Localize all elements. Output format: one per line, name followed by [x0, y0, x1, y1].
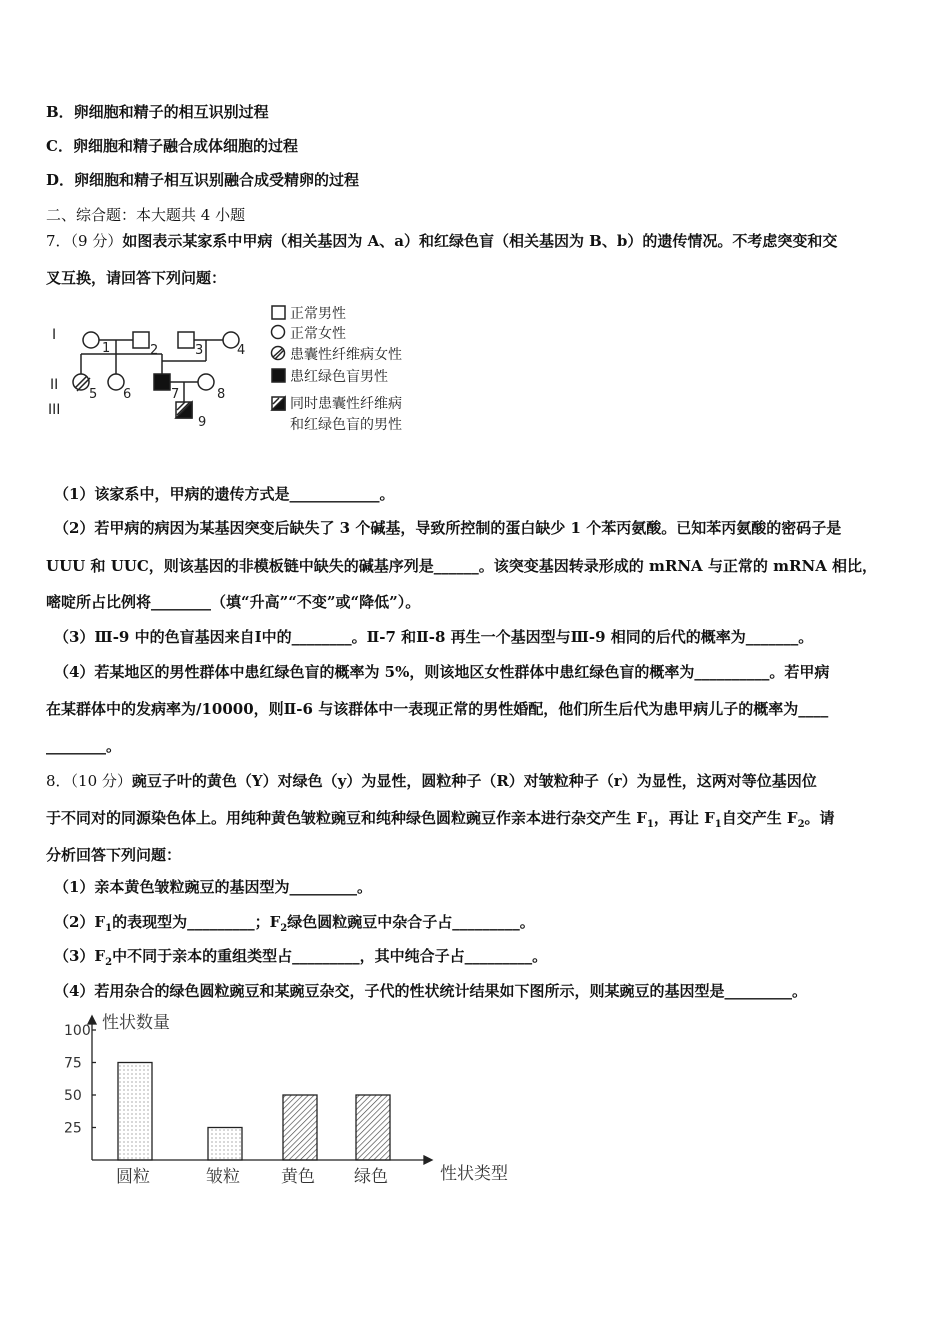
sub-2b: 2: [280, 923, 288, 934]
q8-number: 8．（10 分）: [46, 772, 132, 790]
pedigree-id-3: 3: [195, 343, 204, 358]
section-title: 二、综合题：本大题共 4 小题: [46, 206, 246, 224]
bar: [118, 1063, 152, 1161]
pedigree-id-2: 2: [150, 343, 159, 358]
category-label: 黄色: [281, 1167, 315, 1187]
q7-part2-a: （2）若甲病的病因为某基因突变后缺失了 3 个碱基，导致所控制的蛋白缺少 1 个苯丙氨酸。已知苯丙氨酸的密码子是: [54, 519, 842, 537]
gen-label-3: III: [48, 402, 61, 418]
pedigree-ii7: [154, 374, 170, 390]
q7-part2-c: 嘧啶所占比例将________（填“升高”“不变”或“降低”）。: [46, 593, 421, 611]
legend-both-male-2: 和红绿色盲的男性: [290, 417, 402, 433]
q7-part4-b: 在某群体中的发病率为/10000，则Ⅱ-6 与该群体中一表现正常的男性婚配，他们所生后代为患甲病儿子的概率为____: [46, 700, 829, 718]
pedigree-i1: [83, 332, 99, 348]
q8-part1: （1）亲本黄色皱粒豌豆的基因型为_________。: [54, 878, 372, 896]
q7-stem-2: 叉互换，请回答下列问题：: [46, 269, 227, 287]
pedigree-id-1: 1: [102, 341, 111, 356]
q7-number: 7．（9 分）: [46, 232, 123, 250]
y-tick-label: 100: [64, 1023, 91, 1039]
q8-part3: [54, 946, 547, 973]
q8-p2a: （2）F: [54, 913, 106, 931]
q7-part3: （3）Ⅲ-9 中的色盲基因来自Ⅰ中的________。Ⅱ-7 和Ⅱ-8 再生一个基因型与Ⅲ-9 相同的后代的概率为_______。: [54, 628, 814, 646]
x-axis-arrow: [424, 1156, 432, 1164]
sub-1b: 1: [714, 819, 722, 830]
q7-part1: （1）该家系中，甲病的遗传方式是____________。: [54, 485, 395, 503]
category-label: 绿色: [354, 1167, 388, 1187]
q8-stem-text: 豌豆子叶的黄色（Y）对绿色（y）为显性，圆粒种子（R）对皱粒种子（r）为显性，这两对等位基因位: [131, 772, 817, 790]
q8-stem-2c: 自交产生 F: [721, 809, 798, 827]
legend-both-male-1: 同时患囊性纤维病: [290, 396, 402, 412]
bar: [283, 1095, 317, 1160]
q8-stem-3: 分析回答下列问题：: [46, 846, 182, 864]
pedigree-id-9: 9: [198, 415, 207, 430]
q8-stem-2d: 。请: [804, 809, 835, 827]
y-tick-label: 50: [64, 1088, 82, 1104]
pedigree-ii8: [198, 374, 214, 390]
gen-label-1: I: [52, 327, 57, 343]
option-d: D．卵细胞和精子相互识别融合成受精卵的过程: [46, 171, 360, 189]
q8-p3b: 中不同于亲本的重组类型占_________，其中纯合子占_________。: [112, 947, 548, 965]
pedigree-ii6: [108, 374, 124, 390]
pedigree-id-7: 7: [171, 387, 180, 402]
pedigree-id-4: 4: [237, 343, 246, 358]
category-label: 皱粒: [206, 1167, 240, 1187]
pedigree-i3: [178, 332, 194, 348]
legend-cf-female: 患囊性纤维病女性: [290, 347, 402, 363]
pedigree-figure: [44, 298, 444, 438]
y-axis-label: 性状数量: [102, 1013, 170, 1033]
q8-stem-2: [46, 808, 835, 835]
q8-p2c: 绿色圆粒豌豆中杂合子占_________。: [287, 913, 535, 931]
pedigree-i2: [133, 332, 149, 348]
sub-2: 2: [797, 819, 805, 830]
category-label: 圆粒: [116, 1167, 150, 1187]
q8-stem-2b: ，再让 F: [653, 809, 715, 827]
q8-part2: [54, 912, 535, 939]
q8-p2b: 的表现型为_________；F: [112, 913, 281, 931]
q7-stem-1: [46, 231, 837, 251]
legend-normal-female: 正常女性: [290, 326, 346, 342]
sub-1c: 1: [105, 923, 113, 934]
pedigree-id-5: 5: [89, 387, 98, 402]
trait-bar-chart: [50, 1008, 550, 1198]
q7-stem-text: 如图表示某家系中甲病（相关基因为 A、a）和红绿色盲（相关基因为 B、b）的遗传情况。不考虑突变和交: [122, 232, 838, 250]
sub-2c: 2: [105, 957, 113, 968]
gen-label-2: II: [50, 377, 59, 393]
q8-stem-2a: 于不同对的同源染色体上。用纯种黄色皱粒豌豆和纯种绿色圆粒豌豆作亲本进行杂交产生 F: [46, 809, 647, 827]
sub-1: 1: [646, 819, 654, 830]
pedigree-id-8: 8: [217, 387, 226, 402]
q7-part2-b: UUU 和 UUC，则该基因的非模板链中缺失的碱基序列是______。该突变基因转录形成的 mRNA 与正常的 mRNA 相比，: [46, 557, 878, 575]
y-tick-label: 25: [64, 1120, 82, 1137]
y-tick-label: 75: [64, 1055, 82, 1072]
legend-normal-male: 正常男性: [290, 306, 346, 322]
q7-part4-a: （4）若某地区的男性群体中患红绿色盲的概率为 5%，则该地区女性群体中患红绿色盲的概率为__________。若甲病: [54, 663, 830, 681]
bar: [356, 1095, 390, 1160]
pedigree-id-6: 6: [123, 387, 132, 402]
q8-p3a: （3）F: [54, 947, 106, 965]
q7-part4-c: ________。: [46, 737, 122, 755]
q8-stem-1: [46, 771, 817, 791]
option-b: B．卵细胞和精子的相互识别过程: [46, 103, 269, 121]
bar: [208, 1128, 242, 1161]
x-axis-label: 性状类型: [440, 1164, 508, 1184]
q8-part4: （4）若用杂合的绿色圆粒豌豆和某豌豆杂交，子代的性状统计结果如下图所示，则某豌豆的基因型是_________。: [54, 982, 807, 1000]
legend-colorblind-male: 患红绿色盲男性: [290, 369, 388, 385]
option-c: C．卵细胞和精子融合成体细胞的过程: [46, 137, 298, 155]
